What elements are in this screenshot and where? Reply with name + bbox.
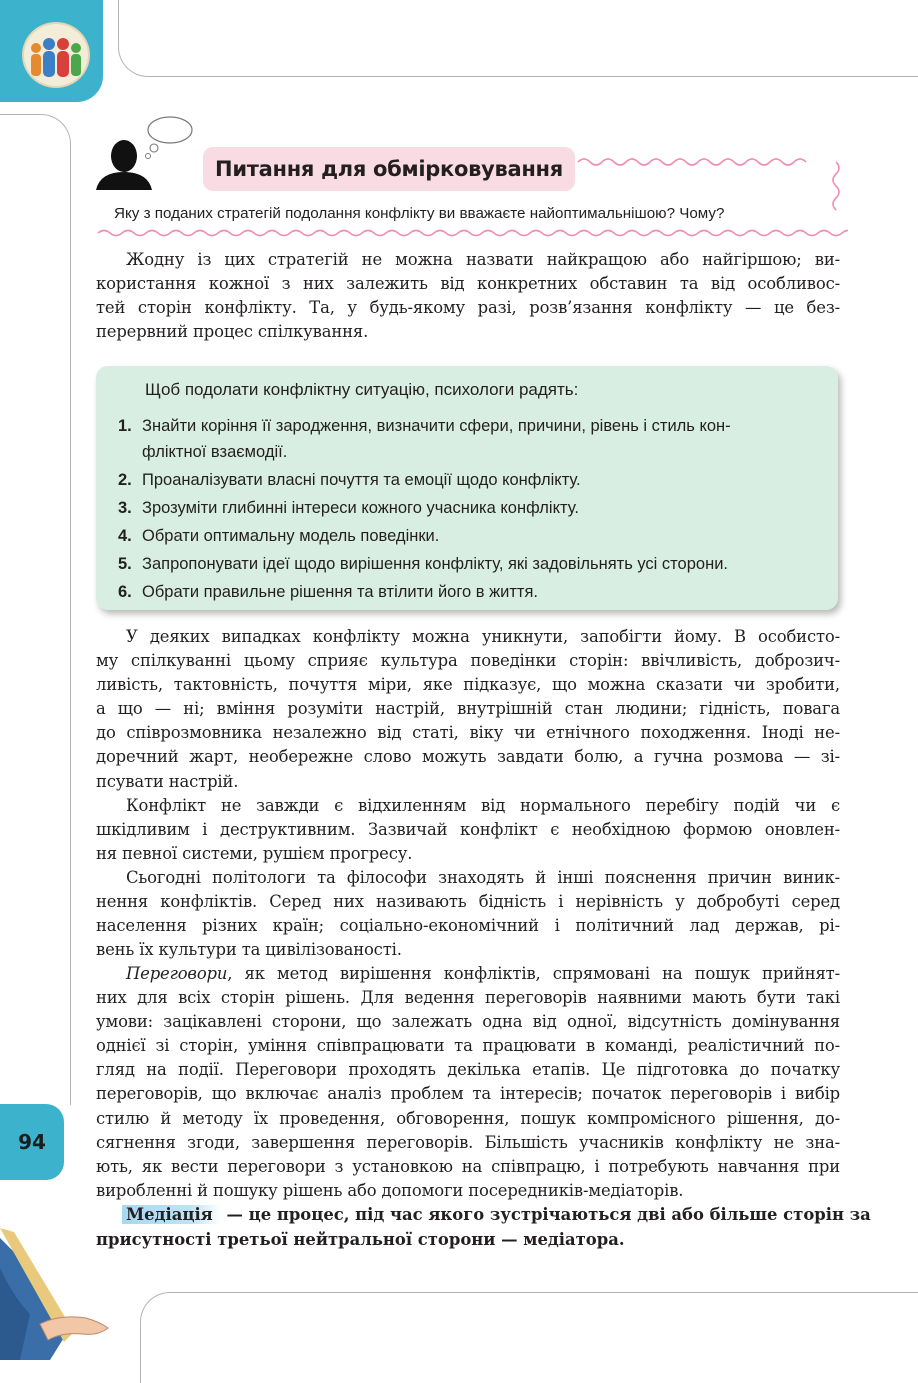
frame-line-top (118, 0, 918, 77)
frame-line-bottom (140, 1292, 918, 1383)
question-title-box (203, 147, 575, 191)
text-line: користання кожної з них залежить від конкретних обставин та від особливос- (96, 274, 840, 294)
list-item: 4. Обрати оптимальну модель поведінки. (118, 527, 440, 545)
intro-paragraph (96, 248, 840, 344)
text-line: ня певної системи, рушієм прогресу. (96, 844, 413, 864)
text-line: нення конфліктів. Серед них називають бідність і нерівність у добробуті серед (96, 892, 840, 912)
mediation-definition (96, 1202, 871, 1252)
text-line: них для всіх сторін рішень. Для ведення переговорів наявними мають бути такі (96, 988, 840, 1008)
text-line: Сьогодні політологи та філософи знаходять й інші пояснення причин виник- (126, 868, 840, 887)
text-line: тей сторін конфлікту. Та, у будь-якому разі, розв’язання конфлікту — це без- (96, 298, 840, 318)
text-line: гляд на події. Переговори проходять декілька етапів. Це підготовка до початку (96, 1060, 840, 1080)
advice-box (96, 366, 838, 610)
text-line: до співрозмовника незалежно від статі, віку чи етнічного походження. Іноді не- (96, 723, 840, 743)
frame-line-left (0, 114, 71, 1105)
text-line: му спілкуванні цьому сприяє культура поведінки сторін: ввічливість, доброзич- (96, 651, 840, 671)
advice-intro: Щоб подолати конфліктну ситуацію, психологи радять: (145, 380, 579, 399)
question-title: Питання для обмірковування (215, 157, 563, 181)
corner-tab (0, 0, 103, 102)
text-line: Жодну із цих стратегій не можна назвати найкращою або найгіршою; ви- (126, 250, 840, 269)
text-line: присутності третьої нейтральної сторони — медіатора. (96, 1230, 625, 1249)
thinking-person-icon (92, 112, 202, 192)
list-item: 3. Зрозуміти глибинні інтереси кожного учасника конфлікту. (118, 499, 579, 517)
people-logo-icon (22, 22, 90, 88)
paragraph-negotiations (96, 962, 840, 1203)
text-line: переговорів, що включає аналіз проблем та інтересів; початок переговорів і вибір (96, 1084, 840, 1104)
question-text: Яку з поданих стратегій подолання конфлікту ви вважаєте найоптимальнішою? Чому? (114, 205, 725, 222)
text-line: У деяких випадках конфлікту можна уникнути, запобігти йому. В особисто- (126, 627, 840, 646)
paragraph-conflict-progress (96, 794, 840, 866)
list-item: 2. Проаналізувати власні почуття та емоції щодо конфлікту. (118, 471, 581, 489)
text-line: вень їх культури та цивілізованості. (96, 940, 402, 960)
list-item: 1. Знайти коріння її зародження, визначити сфери, причини, рівень і стиль кон- фліктної взаємодії. (118, 417, 731, 461)
text-line: стилю й методу їх проведення, обговорення, пошук компромісного рішення, до- (96, 1108, 840, 1128)
text-line: Медіація — це процес, під час якого зустрічаються дві або більше сторін за (96, 1202, 840, 1227)
advice-list (118, 413, 830, 605)
text-line: Конфлікт не завжди є відхиленням від нормального перебігу подій чи є (126, 796, 840, 815)
text-line: сягнення згоди, завершення переговорів. Більшість учасників конфлікту не зна- (96, 1132, 840, 1152)
page-number: 94 (18, 1130, 46, 1154)
paragraph-courtesy (96, 625, 840, 794)
term-negotiations: Переговори (126, 964, 228, 983)
list-item: 5. Запропонувати ідеї щодо вирішення конфлікту, які задовільнять усі сторони. (118, 555, 728, 573)
text-line: умови: зацікавлені сторони, що залежать одна від одної, відсутність домінування (96, 1012, 840, 1032)
text-line: однієї зі сторін, уміння співпрацювати та працювати в команді, реалістичний по- (96, 1036, 840, 1056)
term-mediation: Медіація (122, 1205, 221, 1224)
text-line: а що — ні; вміння розуміти настрій, внутрішній стан людини; гідність, повага (96, 699, 840, 719)
list-item: 6. Обрати правильне рішення та втілити його в життя. (118, 583, 539, 601)
text-line: ють, як вести переговори з установкою на співпрацю, і потребують навчання при (96, 1156, 840, 1176)
text-line: доречний жарт, необережне слово можуть завдати болю, а гучна розмова — зі- (96, 747, 840, 767)
text-line: населення різних країн; соціально-економічний і політичний лад держав, рі- (96, 916, 840, 936)
text-line: шкідливим і деструктивним. Зазвичай конфлікт є необхідною формою оновлен- (96, 820, 840, 840)
text-line: перервний процес спілкування. (96, 322, 369, 342)
paragraph-causes (96, 866, 840, 962)
text-line: псувати настрій. (96, 771, 239, 791)
text-line: ливість, тактовність, почуття міри, яке підказує, що можна сказати чи зробити, (96, 675, 840, 695)
page-number-tab (0, 1104, 64, 1180)
text-line: виробленні й пошуку рішень або допомоги посередників-медіаторів. (96, 1180, 684, 1200)
text-line: Переговори, як метод вирішення конфліктів, спрямовані на пошук прийнят- (126, 964, 840, 983)
hand-with-book-icon (0, 1228, 118, 1360)
